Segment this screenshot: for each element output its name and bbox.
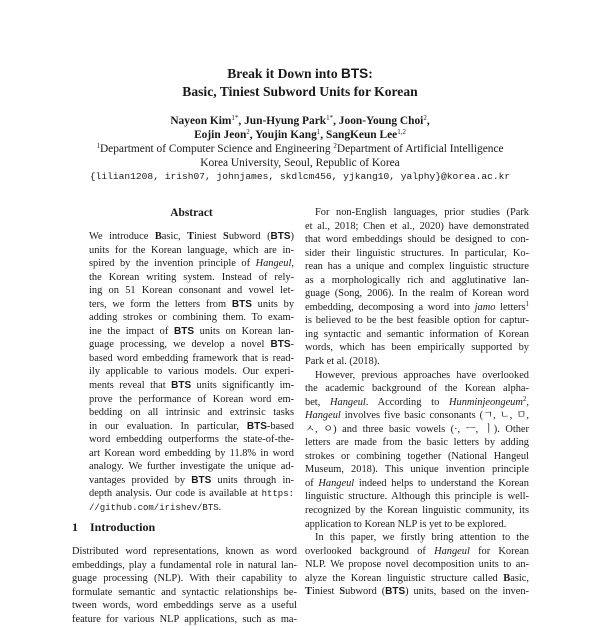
intro-line: et al., 2018; Chen et al., 2020) have demonstrated — [305, 220, 529, 232]
abstract-line: We introduce Basic, Tiniest Subword (BTS) — [89, 231, 294, 242]
affil-sup: 1 — [96, 142, 100, 150]
intro-line: ing syntactic and semantic information of Korean — [305, 328, 529, 340]
title-colon: : — [368, 66, 373, 81]
title-text: Break it Down into — [227, 66, 342, 81]
abstract-line: in our evaluation. In particular, BTS-based — [89, 420, 294, 432]
author-name: SangKeun Lee — [325, 129, 398, 141]
intro-line: embeddings, play a fundamental role in natural lan- — [72, 559, 297, 571]
intro-line: However, previous approaches have overlooked — [315, 369, 529, 381]
abstract-line: based word embedding framework that is read- — [89, 352, 294, 364]
intro-line: For non-English languages, prior studies (Park — [315, 207, 529, 218]
abstract-line: the Korean writing system. Instead of rely- — [89, 271, 294, 283]
intro-left-column — [72, 545, 297, 626]
author-sup: 2 — [423, 114, 427, 122]
section-heading-introduction — [72, 520, 155, 535]
author-line-1: Nayeon Kim$^{1*}$, Jun-Hyung Park$^{1*}$, Joon-Young Choi$^2$, — [170, 114, 430, 127]
author-sup: 1* — [231, 114, 239, 122]
abstract-line: ters, we form the letters from BTS units by — [89, 298, 295, 310]
author-sup: 2 — [246, 128, 250, 136]
intro-line: recognized by the Korean linguistic community, its — [305, 505, 529, 517]
intro-line: words, which has been empirically supported by — [305, 342, 529, 354]
affiliation-2: Department of Artificial Intelligence — [336, 143, 504, 155]
author-name: Nayeon Kim — [170, 115, 232, 127]
intro-line: feature for various NLP applications, such as ma- — [72, 613, 297, 625]
intro-line: rean has a unique and complex linguistic structure — [305, 261, 529, 273]
intro-line: is believed to be the best feasible option for captur- — [305, 315, 529, 327]
author-sup: 1,2 — [397, 128, 406, 136]
abstract-line: word embedding outperforms the state-of-the- — [89, 434, 294, 446]
intro-line: Tiniest Subword (BTS) units, based on the inven- — [305, 586, 529, 598]
author-sup: 1 — [316, 128, 321, 136]
author-emails: {lilian1208, irish07, johnjames, skdlcm456, yjkang10, yalphy}@korea.ac.kr — [89, 171, 511, 182]
author-line-2: Eojin Jeon$^2$, Youjin Kang$^1$, SangKeun Lee$^{1,2}$ — [194, 128, 406, 141]
intro-line: guage (Song, 2006). In the realm of Korean word — [305, 288, 529, 300]
intro-line: application to Korean NLP is yet to be explored. — [305, 518, 507, 530]
section-title: Introduction — [90, 520, 156, 534]
paper-title-line-2: Basic, Tiniest Subword Units for Korean — [182, 84, 418, 99]
abstract-line: depth analysis. Our code is available at https: — [89, 488, 294, 500]
intro-line: sider their linguistic structures. In particular, Ko- — [305, 247, 529, 259]
abstract-line: analogy. We further investigate the unique ad- — [89, 461, 294, 473]
author-name: Youjin Kang — [255, 129, 317, 141]
intro-line: that word embeddings should be designed to con- — [305, 234, 529, 246]
abstract-line: adding strokes or combining them. To exam- — [89, 312, 294, 324]
abstract-line: bedding on all intrinsic and extrinsic tasks — [89, 407, 294, 419]
abstract-heading: Abstract — [170, 207, 213, 219]
intro-line: strokes or combining together (National Hangeul — [305, 450, 529, 462]
abstract-line: ine the impact of BTS units on Korean lan- — [89, 325, 294, 337]
intro-line: Distributed word representations, known as word — [72, 546, 297, 557]
abstract-line: art Korean word embedding by 11.8% in word — [89, 447, 294, 459]
intro-line: linguistic structure. Although this principle is well- — [305, 491, 529, 503]
affiliations — [0, 142, 600, 156]
intro-line: Park et al. (2018). — [305, 356, 380, 368]
intro-line: tween words, word embeddings serve as a useful — [72, 600, 297, 612]
intro-line: Hangeul involves five basic consonants (ㄱ, ㄴ, ㅁ, — [305, 410, 529, 422]
intro-line: the academic background of the Korean alpha- — [305, 383, 529, 395]
intro-line: NLP. We propose novel decomposition units to an- — [305, 559, 529, 571]
code-link[interactable]: //github.com/irishev/BTS. — [89, 501, 222, 513]
intro-right-column — [305, 206, 529, 599]
abstract-line: vantages provided by BTS units through in- — [89, 474, 294, 486]
intro-line: formulate semantic and syntactic relationships be- — [72, 586, 297, 598]
abstract-line: spired by the invention principle of Hangeul, — [89, 258, 294, 270]
intro-line: letters are made from the basic letters by adding — [305, 437, 529, 449]
title-acronym: BTS — [341, 66, 369, 81]
abstract-line: ments reveal that BTS units significantly im- — [89, 380, 295, 392]
affiliation-1: Department of Computer Science and Engineering — [99, 143, 334, 155]
affil-sup: 2 — [333, 142, 337, 150]
intro-line: overlooked background of Hangeul for Korean — [305, 545, 530, 557]
abstract-body — [89, 230, 294, 514]
abstract-line: prove the performance of Korean word em- — [89, 393, 294, 405]
author-name: Eojin Jeon — [194, 129, 247, 141]
institution: Korea University, Seoul, Republic of Korea — [200, 157, 400, 169]
intro-line: Museum, 2018). This unique invention principle — [305, 464, 529, 476]
abstract-line: units for the Korean language, which are in- — [89, 244, 294, 256]
intro-line: ㅅ, ㅇ) and three basic vowels (·, ㅡ, ㅣ). Other — [305, 423, 529, 435]
intro-line: embedding, decomposing a word into jamo letters$^1$ — [305, 299, 529, 313]
intro-line: In this paper, we firstly bring attention to the — [315, 532, 529, 544]
author-sup: 1* — [326, 114, 334, 122]
abstract-line: guage processing, we develop a novel BTS- — [89, 339, 294, 351]
abstract-line: ing on 51 Korean consonant and vowel let- — [89, 285, 294, 297]
intro-line: of Hangeul indeed helps to understand the Korean — [305, 477, 529, 489]
abstract-line: ily applicable to various models. Our experi- — [89, 366, 294, 378]
intro-line: as a morphologically rich and agglutinative lan- — [305, 274, 529, 286]
intro-line: bet, Hangeul. According to Hunminjeongeum$^2$, — [305, 394, 529, 408]
author-name: Jun-Hyung Park — [244, 115, 327, 127]
intro-line: guage processing (NLP). With their capability to — [72, 573, 297, 585]
paper-title-line-1 — [0, 65, 600, 82]
intro-line: alyze the Korean linguistic structure called Basic, — [305, 572, 529, 584]
author-name: Joon-Young Choi — [338, 115, 424, 127]
section-number: 1 — [72, 520, 78, 534]
